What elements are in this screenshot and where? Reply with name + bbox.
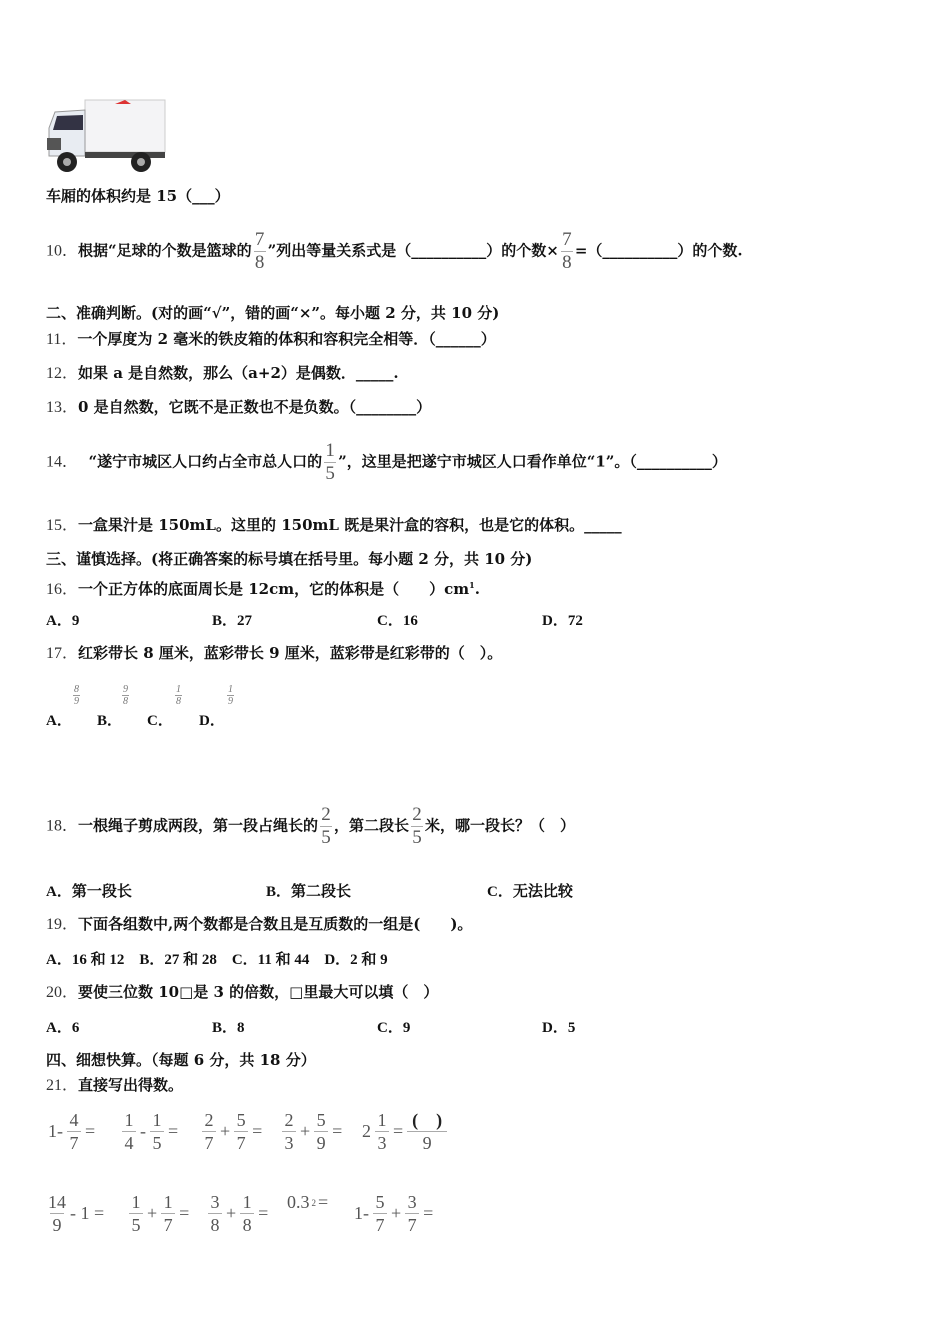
calculation-item: $\frac{2}{3}$ + $\frac{5}{9}$ = bbox=[280, 1110, 344, 1153]
question-19-options[interactable]: A．16 和 12 B．27 和 28 C．11 和 44 D．2 和 9 bbox=[46, 952, 388, 968]
option-a[interactable]: A．9 bbox=[46, 613, 80, 629]
fraction: $\frac{7}{8}$ bbox=[254, 229, 265, 273]
question-13: 13．0 是自然数，它既不是正数也不是负数。（________） bbox=[46, 398, 432, 416]
question-11: 11．一个厚度为 2 毫米的铁皮箱的体积和容积完全相等．（______） bbox=[46, 330, 496, 348]
calculation-item: 1- $\frac{4}{7}$ = bbox=[48, 1110, 96, 1153]
fraction: $\frac{5}{9}$ bbox=[314, 1110, 328, 1153]
fraction: $\frac{5}{7}$ bbox=[234, 1110, 248, 1153]
fraction: $\frac{7}{8}$ bbox=[562, 229, 572, 273]
option-a[interactable]: A．第一段长 bbox=[46, 884, 132, 900]
section-4-heading: 四、细想快算。（每题 6 分，共 18 分） bbox=[46, 1051, 316, 1069]
fraction: 9 8 bbox=[123, 684, 128, 707]
question-21: 21．直接写出得数。 bbox=[46, 1076, 184, 1094]
fraction: $\frac{1}{8}$ bbox=[240, 1192, 254, 1235]
truck-image bbox=[45, 98, 169, 174]
fraction: $\frac{2}{5}$ bbox=[321, 804, 331, 848]
calculation-item: 0.3 2 = bbox=[287, 1192, 329, 1212]
option-d[interactable]: D． bbox=[199, 713, 225, 729]
fraction: $\frac{5}{7}$ bbox=[373, 1192, 387, 1235]
fraction: $\frac{1}{7}$ bbox=[161, 1192, 175, 1235]
option-c[interactable]: C．无法比较 bbox=[487, 884, 573, 900]
fraction: $\frac{1}{5}$ bbox=[150, 1110, 164, 1153]
option-a[interactable]: A．6 bbox=[46, 1020, 80, 1036]
option-d[interactable]: D．5 bbox=[542, 1020, 576, 1036]
fraction: $\frac{3}{8}$ bbox=[208, 1192, 222, 1235]
section-2-heading: 二、准确判断。(对的画“√”，错的画“×”。每小题 2 分，共 10 分) bbox=[46, 304, 500, 322]
calculation-item: $\frac{2}{7}$ + $\frac{5}{7}$ = bbox=[200, 1110, 264, 1153]
option-c[interactable]: C． bbox=[147, 713, 173, 729]
option-b[interactable]: B．27 bbox=[212, 613, 253, 629]
fraction: $\frac{1}{4}$ bbox=[122, 1110, 136, 1153]
question-10: 10．根据“足球的个数是篮球的 $\frac{7}{8}$ ”列出等量关系式是（__________）的个数× $\frac{7}{8}$ =（__________）的个数. bbox=[46, 229, 743, 273]
fraction: $\frac{2}{5}$ bbox=[412, 804, 422, 848]
fraction: $\frac{( )}{9}$ bbox=[407, 1110, 447, 1153]
section-3-heading: 三、谨慎选择。(将正确答案的标号填在括号里。每小题 2 分，共 10 分) bbox=[46, 550, 533, 568]
calculation-item: $\frac{3}{8}$ + $\frac{1}{8}$ = bbox=[206, 1192, 270, 1235]
fraction: $\frac{2}{3}$ bbox=[282, 1110, 296, 1153]
option-b[interactable]: B． bbox=[97, 713, 123, 729]
fraction: $\frac{1}{5}$ bbox=[325, 440, 335, 484]
question-18: 18．一根绳子剪成两段，第一段占绳长的 $\frac{2}{5}$ ，第二段长 $\frac{2}{5}$ 米，哪一段长？（ ） bbox=[46, 804, 576, 848]
calculation-item: $\frac{14}{9}$ - 1 = bbox=[48, 1192, 105, 1235]
fraction: $\frac{14}{9}$ bbox=[48, 1192, 66, 1235]
question-20: 20．要使三位数 10□是 3 的倍数，□里最大可以填（ ） bbox=[46, 983, 439, 1001]
fraction: $\frac{1}{3}$ bbox=[375, 1110, 389, 1153]
calculation-item: $\frac{1}{4}$ - $\frac{1}{5}$ = bbox=[120, 1110, 180, 1153]
question-14: 14． “遂宁市城区人口约占全市总人口的 $\frac{1}{5}$ ”，这里是把遂宁市城区人口看作单位“1”。（__________） bbox=[46, 440, 727, 484]
q9-tail: 车厢的体积约是 15（___） bbox=[46, 187, 230, 205]
question-19: 19．下面各组数中,两个数都是合数且是互质数的一组是( )。 bbox=[46, 915, 473, 933]
calculation-item: 2 $\frac{1}{3}$ = $\frac{( )}{9}$ bbox=[360, 1110, 449, 1153]
calculation-item: 1- $\frac{5}{7}$ + $\frac{3}{7}$ = bbox=[354, 1192, 434, 1235]
fraction: $\frac{2}{7}$ bbox=[202, 1110, 216, 1153]
question-12: 12．如果 a 是自然数，那么（a+2）是偶数．_____. bbox=[46, 364, 399, 382]
fraction: $\frac{1}{5}$ bbox=[129, 1192, 143, 1235]
option-d[interactable]: D．72 bbox=[542, 613, 583, 629]
fraction: 8 9 bbox=[74, 684, 79, 707]
question-16: 16．一个正方体的底面周长是 12cm，它的体积是（ ）$cm^1$. bbox=[46, 580, 480, 598]
fraction: $\frac{3}{7}$ bbox=[405, 1192, 419, 1235]
option-b[interactable]: B．第二段长 bbox=[266, 884, 352, 900]
fraction: 1 8 bbox=[176, 684, 181, 707]
question-15: 15．一盒果汁是 150mL。这里的 150mL 既是果汁盒的容积，也是它的体积。_____ bbox=[46, 516, 622, 534]
option-a[interactable]: A． bbox=[46, 713, 72, 729]
option-b[interactable]: B．8 bbox=[212, 1020, 245, 1036]
option-c[interactable]: C．16 bbox=[377, 613, 418, 629]
fraction: $\frac{4}{7}$ bbox=[67, 1110, 81, 1153]
option-c[interactable]: C．9 bbox=[377, 1020, 411, 1036]
calculation-item: $\frac{1}{5}$ + $\frac{1}{7}$ = bbox=[127, 1192, 191, 1235]
fraction: 1 9 bbox=[228, 684, 233, 707]
question-17: 17．红彩带长 8 厘米，蓝彩带长 9 厘米，蓝彩带是红彩带的（ ）。 bbox=[46, 644, 503, 662]
